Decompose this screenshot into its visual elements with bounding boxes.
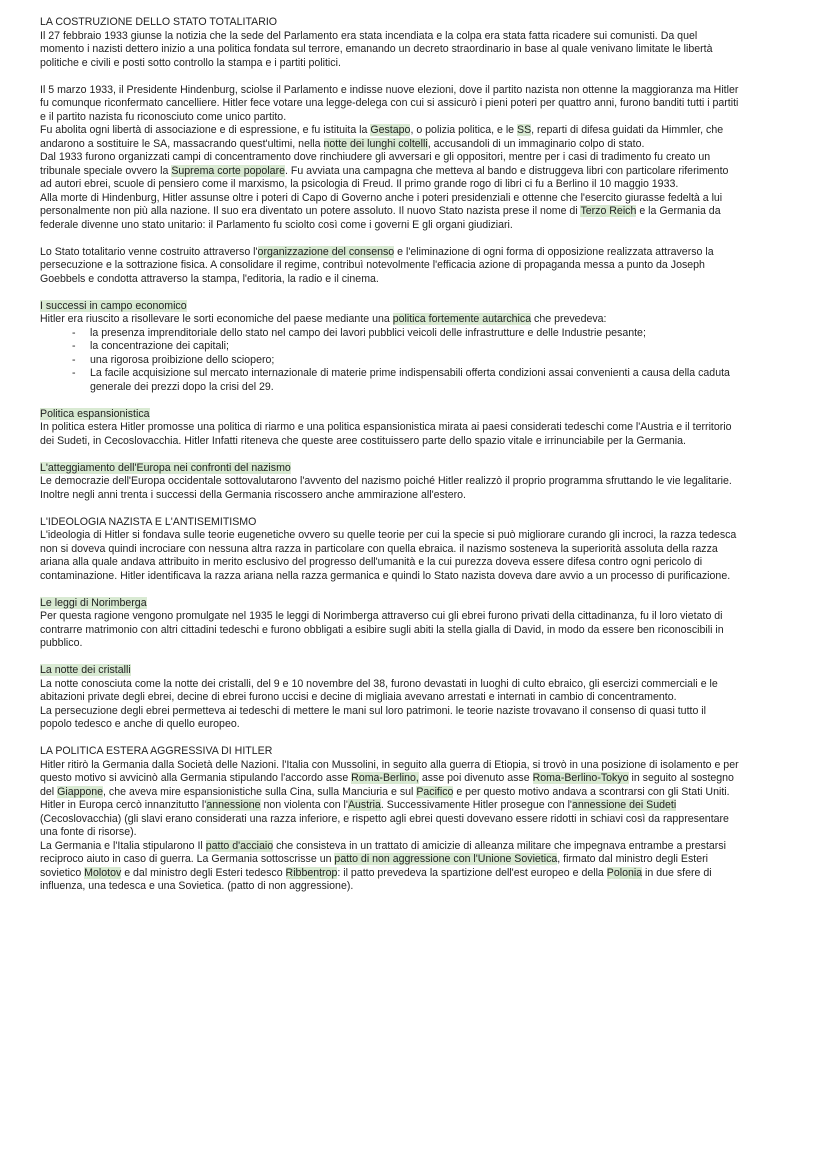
paragraph: La notte conosciuta come la notte dei cristalli, del 9 e 10 novembre del 38, furono devastati in luoghi di culto ebraico, gli esercizi commerciali e le abitazioni private degli ebrei, decine di ebrei furono uccisi e decine di migliaia avevano arrestati e internati in cambio di concentramento. (40, 677, 718, 703)
paragraph: L'ideologia di Hitler si fondava sulle teorie eugenetiche ovvero su quelle teorie per cui la specie si può migliorare curando gli incroci, la razza tedesca non si doveva quindi incrociare con nessuna altra razza in particolare con quella ebraica. il nazismo sosteneva la superiorità assoluta della razza ariana alla quale andava attribuito in merito esclusivo del progresso dell'umanità e la cui purezza doveva essere difesa contro ogni pericolo di contaminazione. Hitler identificava la razza ariana nella razza germanica e quindi lo Stato nazista doveva dare avvio a un processo di purificazione. (40, 529, 737, 582)
section-heading: I successi in campo economico (40, 299, 187, 312)
highlight: Giappone (57, 785, 104, 798)
paragraph: La Germania e l'Italia stipularono Il patto d'acciaio che consisteva in un trattato di amicizie di alleanza militare che impegnava entrambe a prestarsi reciproco aiuto in caso di guerra. La Germania sottoscrisse un patto di non aggressione con l'Unione Sovietica, firmato dal ministro degli Esteri sovietico Molotov e dal ministro degli Esteri tedesco Ribbentrop: il patto prevedeva la spartizione dell'est europeo e della Polonia in due sfere di influenza, una tedesca e una Sovietica. (patto di non aggressione). (40, 839, 726, 892)
section-heading: LA POLITICA ESTERA AGGRESSIVA DI HITLER (40, 745, 273, 757)
paragraph: Per questa ragione vengono promulgate nel 1935 le leggi di Norimberga attraverso cui gli ebrei furono privati della cittadinanza, fu il loro vietato di contrarre matrimonio con altri cittadini tedeschi e furono obbligati a esibire sugli abiti la stella gialla di David, in modo da essere ben riconoscibili in pubblico. (40, 610, 724, 649)
highlight: patto di non aggressione con l'Unione Sovietica (334, 853, 558, 865)
section-heading: Le leggi di Norimberga (40, 596, 147, 609)
paragraph: Alla morte di Hindenburg, Hitler assunse oltre i poteri di Capo di Governo anche i poteri presidenziali e ottenne che l'esercito giurasse fedeltà a lui personalmente non più alla nazione. Il suo era diventato un potere assoluto. Il nuovo Stato nazista prese il nome di Terzo Reich e la Germania da federale divenne uno stato unitario: il Parlamento fu sciolto così come i governi E gli organi giudiziari. (40, 191, 723, 231)
highlight: politica fortemente autarchica (392, 313, 532, 325)
paragraph: Lo Stato totalitario venne costruito attraverso l'organizzazione del consenso e l'eliminazione di ogni forma di opposizione realizzata attraverso la persecuzione e la sottrazione fisica. A consolidare il regime, contribuì notevolmente l'efficacia azione di propaganda messa a punto da Joseph Goebbels e condotta attraverso la stampa, l'editoria, la radio e il cinema. (40, 245, 714, 285)
document-page (40, 16, 740, 894)
highlight: notte dei lunghi coltelli (323, 137, 428, 150)
highlight: Pacifico (416, 785, 454, 798)
paragraph: Dal 1933 furono organizzati campi di concentramento dove rinchiudere gli avversari e gli oppositori, mentre per i casi di tradimento fu creato un tribunale speciale ovvero la Suprema corte popolare. Fu avviata una campagna che metteva al bando e distruggeva libri con particolare riferimento ad autori ebrei, scuole di pensiero come il marxismo, la psicologia di Freud. Il primo grande rogo di libri ci fu a Berlino il 10 maggio 1933. (40, 151, 729, 190)
paragraph: Il 27 febbraio 1933 giunse la notizia che la sede del Parlamento era stata incendiata e la colpa era stata fatta ricadere sui comunisti. Da quel momento i nazisti dettero inizio a una politica fondata sul terrore, emanando un decreto straordinario in base al quale venivano limitate le libertà politiche e civili e posti sotto controllo la stampa e i partiti politici. (40, 29, 713, 69)
highlight: Roma-Berlino-Tokyo (532, 772, 629, 784)
highlight: Roma-Berlino, (351, 772, 419, 784)
highlight: Ribbentrop (285, 866, 338, 879)
paragraph: Il 5 marzo 1933, il Presidente Hindenburg, sciolse il Parlamento e indisse nuove elezioni, dove il partito nazista non ottenne la maggioranza ma Hitler fu comunque riconfermato cancelliere. Hitler fece votare una legge-delega con cui si assicurò i pieni poteri per quattro anni, furono banditi tutti i partiti e il partito nazista fu riconosciuto come unico partito. (40, 83, 739, 123)
list-item: - la presenza imprenditoriale dello stato nel campo dei lavori pubblici veicoli delle infrastrutture e delle Industrie pesante; (40, 327, 740, 341)
section-heading: Politica espansionistica (40, 407, 150, 420)
section-heading: L'atteggiamento dell'Europa nei confronti del nazismo (40, 461, 291, 474)
highlight: annessione dei Sudeti (571, 799, 677, 811)
highlight: SS (517, 124, 532, 136)
section-heading: L'IDEOLOGIA NAZISTA E L'ANTISEMITISMO (40, 515, 257, 528)
list-item: - una rigorosa proibizione dello sciopero; (40, 354, 740, 368)
list-item: - La facile acquisizione sul mercato internazionale di materie prime indispensabili offerta condizioni assai convenienti a causa della caduta generale dei prezzi dopo la crisi del 29. (40, 367, 740, 394)
highlight: annessione (206, 799, 261, 811)
section-heading: La notte dei cristalli (40, 664, 131, 676)
paragraph: La persecuzione degli ebrei permetteva ai tedeschi di mettere le mani sul loro patrimoni. le teorie naziste trovavano il consenso di quasi tutto il popolo tedesco e anche di quello europeo. (40, 704, 706, 730)
paragraph: Le democrazie dell'Europa occidentale sottovalutarono l'avvento del nazismo poiché Hitler realizzò il proprio programma sfruttando le vie legalitarie. Inoltre negli anni trenta i successi della Germania riscossero anche ammirazione all'estero. (40, 475, 732, 501)
highlight: Polonia (606, 866, 643, 879)
paragraph: In politica estera Hitler promosse una politica di riarmo e una politica espansionistica mirata ai paesi considerati tedeschi come l'Austria e il territorio dei Sudeti, in Cecoslovacchia. Hitler Infatti riteneva che queste aree costituissero parte dello spazio vitale e irrinunciabile per la Germania. (40, 421, 732, 447)
section-heading: LA COSTRUZIONE DELLO STATO TOTALITARIO (40, 16, 278, 28)
highlight: Gestapo (370, 124, 411, 136)
highlight: organizzazione del consenso (257, 245, 395, 258)
paragraph: Hitler in Europa cercò innanzitutto l'annessione non violenta con l'Austria. Successivamente Hitler prosegue con l'annessione dei Sudeti (Cecoslovacchia) (gli slavi erano considerati una razza inferiore, e rispetto agli ebrei questi dovevano essere ridotti in schiavi così da rappresentare una fonte di risorse). (40, 799, 729, 838)
highlight: Molotov (84, 866, 122, 879)
highlight: patto d'acciaio (205, 839, 274, 852)
paragraph: Fu abolita ogni libertà di associazione e di espressione, e fu istituita la Gestapo, o polizia politica, e le SS, reparti di difesa guidati da Himmler, che andarono a sostituire le SA, massacrando quest'ultimi, nella notte dei lunghi coltelli, accusandoli di un immaginario colpo di stato. (40, 124, 724, 150)
list-item: - la concentrazione dei capitali; (40, 340, 740, 354)
paragraph: Hitler era riuscito a risollevare le sorti economiche del paese mediante una politica fortemente autarchica che prevedeva: (40, 313, 607, 325)
highlight: Suprema corte popolare (171, 164, 285, 177)
highlight: Austria (347, 799, 381, 811)
paragraph: Hitler ritirò la Germania dalla Società delle Nazioni. l'Italia con Mussolini, in seguito alla guerra di Etiopia, si trovò in una posizione di isolamento e per questo motivo si avvicinò alla Germania stipulando l'accordo asse Roma-Berlino, asse poi divenuto asse Roma-Berlino-Tokyo in seguito al sostegno del Giappone, che aveva mire espansionistiche sulla Cina, sulla Manciuria e sul Pacifico e per questo motivo andava a scontrarsi con gli Stati Uniti. (40, 758, 739, 798)
highlight: Terzo Reich (580, 205, 637, 217)
bullet-list (40, 327, 740, 395)
